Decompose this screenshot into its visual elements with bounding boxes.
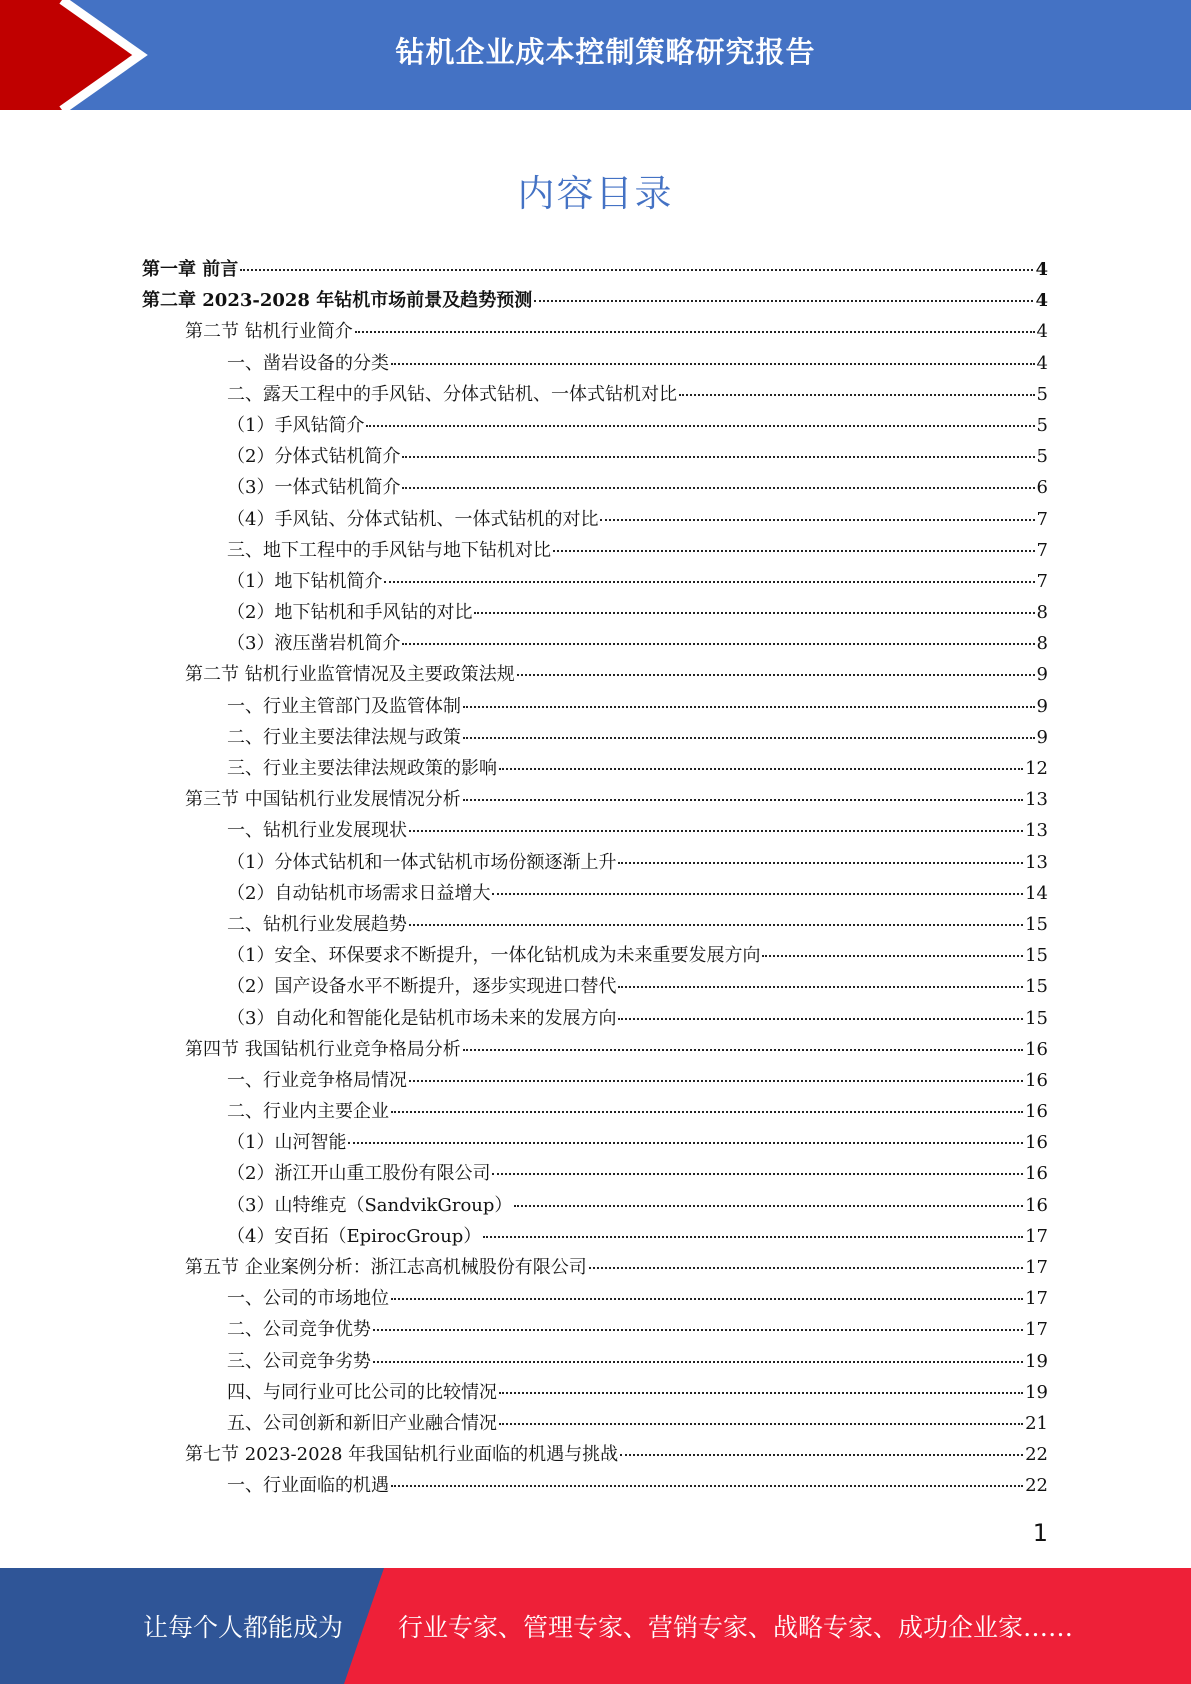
toc-entry[interactable] <box>142 847 1048 878</box>
toc-entry-text: 一、行业主管部门及监管体制 <box>227 695 461 717</box>
page-header <box>0 0 1191 110</box>
toc-entry-text: （1）安全、环保要求不断提升，一体化钻机成为未来重要发展方向 <box>227 945 761 967</box>
toc-entry[interactable] <box>142 659 1048 690</box>
toc-entry-text: 二、钻机行业发展趋势 <box>227 913 407 935</box>
toc-entry-text: 第二节 钻机行业简介 <box>185 321 353 343</box>
toc-entry-page: 22 <box>1025 1444 1048 1466</box>
toc-entry-text: （3）山特维克（SandvikGroup） <box>227 1194 513 1216</box>
toc-entry-text: 二、行业主要法律法规与政策 <box>227 726 461 748</box>
toc-entry-text: 二、行业内主要企业 <box>227 1101 389 1123</box>
toc-entry-page: 16 <box>1025 1101 1048 1123</box>
toc-entry-page: 13 <box>1025 789 1048 811</box>
toc-leader-dots <box>762 955 1023 957</box>
toc-leader-dots <box>384 581 1034 583</box>
toc-entry-page: 15 <box>1025 945 1048 967</box>
toc-entry[interactable] <box>142 691 1048 722</box>
toc-entry-page: 4 <box>1035 290 1048 312</box>
toc-entry-page: 7 <box>1036 539 1048 561</box>
toc-entry-text: （2）自动钻机市场需求日益增大 <box>227 882 491 904</box>
toc-entry-page: 15 <box>1025 913 1048 935</box>
toc-entry-text: （1）地下钻机简介 <box>227 570 383 592</box>
toc-entry-page: 12 <box>1025 758 1048 779</box>
toc-leader-dots <box>463 1049 1023 1051</box>
toc-entry-page: 16 <box>1025 1069 1048 1091</box>
toc-entry[interactable] <box>142 753 1048 784</box>
table-of-contents <box>142 254 1048 1502</box>
toc-leader-dots <box>463 706 1035 708</box>
toc-entry-page: 15 <box>1025 976 1048 998</box>
toc-leader-dots <box>492 1173 1023 1175</box>
toc-entry-text: （4）手风钻、分体式钻机、一体式钻机的对比 <box>227 508 599 530</box>
toc-entry-text: （1）分体式钻机和一体式钻机市场份额逐渐上升 <box>227 851 617 873</box>
toc-entry-text: （2）地下钻机和手风钻的对比 <box>227 602 473 624</box>
toc-entry[interactable] <box>142 566 1048 597</box>
toc-leader-dots <box>348 1142 1023 1144</box>
toc-entry[interactable] <box>142 1346 1048 1377</box>
toc-entry[interactable] <box>142 597 1048 628</box>
toc-entry-page: 17 <box>1025 1319 1048 1341</box>
toc-leader-dots <box>492 893 1023 895</box>
toc-entry[interactable] <box>142 815 1048 846</box>
toc-entry-text: 一、凿岩设备的分类 <box>227 352 389 374</box>
toc-leader-dots <box>391 1485 1023 1487</box>
toc-entry-text: （1）手风钻简介 <box>227 414 365 436</box>
toc-leader-dots <box>517 674 1035 676</box>
toc-title: 内容目录 <box>517 172 674 215</box>
toc-entry-page: 14 <box>1025 882 1048 904</box>
toc-entry-page: 5 <box>1036 414 1048 436</box>
toc-entry-page: 7 <box>1036 508 1048 530</box>
toc-leader-dots <box>373 1329 1023 1331</box>
toc-entry-text: 第二节 钻机行业监管情况及主要政策法规 <box>185 664 515 686</box>
toc-entry-text: （3）一体式钻机简介 <box>227 477 401 499</box>
toc-entry-page: 16 <box>1025 1038 1048 1060</box>
toc-leader-dots <box>409 924 1023 926</box>
report-title: 钻机企业成本控制策略研究报告 <box>395 34 816 69</box>
toc-entry[interactable] <box>142 1127 1048 1158</box>
toc-entry-page: 16 <box>1025 1132 1048 1154</box>
toc-entry[interactable] <box>142 1377 1048 1408</box>
toc-entry-text: 第五节 企业案例分析：浙江志高机械股份有限公司 <box>185 1257 587 1278</box>
toc-entry-text: 二、公司竞争优势 <box>227 1319 371 1341</box>
toc-entry[interactable] <box>142 628 1048 659</box>
toc-entry-text: 第二章 2023-2028 年钻机市场前景及趋势预测 <box>142 290 533 312</box>
toc-entry-text: 四、与同行业可比公司的比较情况 <box>227 1381 497 1403</box>
toc-leader-dots <box>402 456 1034 458</box>
toc-entry-text: 一、行业面临的机遇 <box>227 1475 389 1497</box>
toc-leader-dots <box>402 643 1034 645</box>
toc-entry-page: 16 <box>1025 1163 1048 1185</box>
toc-leader-dots <box>618 1018 1023 1020</box>
toc-entry-page: 16 <box>1025 1194 1048 1216</box>
toc-leader-dots <box>373 1361 1023 1363</box>
toc-entry-text: （2）分体式钻机简介 <box>227 446 401 468</box>
toc-leader-dots <box>589 1267 1023 1269</box>
toc-entry[interactable] <box>142 878 1048 909</box>
toc-leader-dots <box>499 1423 1023 1425</box>
toc-entry[interactable] <box>142 472 1048 503</box>
toc-entry[interactable] <box>142 410 1048 441</box>
toc-entry-text: 三、公司竞争劣势 <box>227 1350 371 1372</box>
toc-leader-dots <box>499 768 1023 770</box>
toc-entry[interactable] <box>142 784 1048 815</box>
toc-leader-dots <box>474 612 1034 614</box>
toc-entry[interactable] <box>142 1034 1048 1065</box>
toc-leader-dots <box>463 799 1023 801</box>
toc-entry[interactable] <box>142 1190 1048 1221</box>
toc-entry-page: 9 <box>1036 695 1048 717</box>
toc-entry-page: 21 <box>1025 1412 1048 1434</box>
toc-entry-text: 一、钻机行业发展现状 <box>227 820 407 842</box>
toc-entry-text: 一、行业竞争格局情况 <box>227 1069 407 1091</box>
toc-entry[interactable] <box>142 379 1048 410</box>
toc-entry-page: 13 <box>1025 820 1048 842</box>
toc-leader-dots <box>240 269 1033 271</box>
page-number: 1 <box>1032 1519 1048 1547</box>
toc-entry-page: 9 <box>1036 664 1048 686</box>
toc-entry-text: （2）浙江开山重工股份有限公司 <box>227 1163 491 1185</box>
toc-entry-text: （1）山河智能 <box>227 1132 347 1154</box>
toc-entry-page: 15 <box>1025 1007 1048 1029</box>
toc-entry-text: 第三节 中国钻机行业发展情况分析 <box>185 789 461 811</box>
toc-entry-page: 19 <box>1025 1381 1048 1403</box>
toc-entry-page: 4 <box>1035 259 1048 280</box>
toc-entry-page: 13 <box>1025 851 1048 873</box>
toc-entry-page: 9 <box>1036 726 1048 748</box>
toc-entry[interactable] <box>142 909 1048 940</box>
toc-entry-page: 5 <box>1036 446 1048 468</box>
toc-entry-page: 17 <box>1025 1288 1048 1310</box>
footer-slogan-left: 让每个人都能成为 <box>143 1613 344 1642</box>
toc-entry-text: （3）自动化和智能化是钻机市场未来的发展方向 <box>227 1007 617 1029</box>
toc-entry-text: 三、地下工程中的手风钻与地下钻机对比 <box>227 539 551 561</box>
toc-entry-text: （4）安百拓（EpirocGroup） <box>227 1225 482 1247</box>
toc-leader-dots <box>553 550 1035 552</box>
toc-leader-dots <box>409 1080 1023 1082</box>
toc-leader-dots <box>463 737 1035 739</box>
toc-entry[interactable] <box>142 971 1048 1002</box>
toc-entry-page: 19 <box>1025 1350 1048 1372</box>
toc-entry-text: 第四节 我国钻机行业竞争格局分析 <box>185 1038 461 1060</box>
toc-entry[interactable] <box>142 1221 1048 1252</box>
toc-entry[interactable] <box>142 441 1048 472</box>
toc-entry-text: （3）液压凿岩机简介 <box>227 633 401 655</box>
toc-leader-dots <box>534 300 1033 302</box>
toc-entry[interactable] <box>142 535 1048 566</box>
toc-leader-dots <box>618 986 1023 988</box>
toc-leader-dots <box>679 394 1035 396</box>
toc-leader-dots <box>391 363 1035 365</box>
toc-entry-page: 8 <box>1036 602 1048 624</box>
toc-entry[interactable] <box>142 316 1048 347</box>
toc-leader-dots <box>499 1392 1023 1394</box>
toc-entry-page: 17 <box>1025 1257 1048 1278</box>
toc-entry[interactable] <box>142 1003 1048 1034</box>
toc-entry[interactable] <box>142 1408 1048 1439</box>
toc-entry[interactable] <box>142 1470 1048 1501</box>
toc-entry[interactable] <box>142 1283 1048 1314</box>
page-footer <box>0 1568 1191 1684</box>
toc-leader-dots <box>402 487 1034 489</box>
toc-entry[interactable] <box>142 254 1048 285</box>
toc-entry[interactable] <box>142 348 1048 379</box>
toc-entry[interactable] <box>142 940 1048 971</box>
toc-entry-page: 22 <box>1025 1475 1048 1497</box>
toc-entry-text: 三、行业主要法律法规政策的影响 <box>227 758 497 779</box>
toc-entry[interactable] <box>142 1314 1048 1345</box>
toc-entry-page: 7 <box>1036 570 1048 592</box>
toc-leader-dots <box>600 519 1034 521</box>
toc-leader-dots <box>355 331 1035 333</box>
toc-entry[interactable] <box>142 285 1048 316</box>
toc-entry[interactable] <box>142 1158 1048 1189</box>
toc-entry-page: 17 <box>1025 1225 1048 1247</box>
toc-entry-page: 4 <box>1036 321 1048 343</box>
toc-entry[interactable] <box>142 1252 1048 1283</box>
toc-entry[interactable] <box>142 1065 1048 1096</box>
footer-slogan-right: 行业专家、管理专家、营销专家、战略专家、成功企业家…… <box>398 1613 1074 1642</box>
toc-entry-text: 二、露天工程中的手风钻、分体式钻机、一体式钻机对比 <box>227 383 677 405</box>
toc-leader-dots <box>391 1111 1023 1113</box>
toc-entry-text: 第一章 前言 <box>142 259 239 280</box>
toc-entry[interactable] <box>142 1439 1048 1470</box>
toc-leader-dots <box>620 1454 1023 1456</box>
toc-leader-dots <box>618 862 1023 864</box>
toc-entry[interactable] <box>142 1096 1048 1127</box>
toc-entry-page: 8 <box>1036 633 1048 655</box>
toc-entry-text: 一、公司的市场地位 <box>227 1288 389 1310</box>
toc-leader-dots <box>483 1236 1023 1238</box>
toc-entry-text: （2）国产设备水平不断提升，逐步实现进口替代 <box>227 976 617 998</box>
toc-leader-dots <box>366 425 1034 427</box>
toc-entry-text: 五、公司创新和新旧产业融合情况 <box>227 1412 497 1434</box>
toc-entry-text: 第七节 2023-2028 年我国钻机行业面临的机遇与挑战 <box>185 1444 619 1466</box>
toc-leader-dots <box>391 1298 1023 1300</box>
toc-entry[interactable] <box>142 504 1048 535</box>
toc-leader-dots <box>409 830 1023 832</box>
toc-entry-page: 4 <box>1036 352 1048 374</box>
toc-entry[interactable] <box>142 722 1048 753</box>
toc-leader-dots <box>514 1205 1023 1207</box>
toc-entry-page: 6 <box>1036 477 1048 499</box>
toc-entry-page: 5 <box>1036 383 1048 405</box>
